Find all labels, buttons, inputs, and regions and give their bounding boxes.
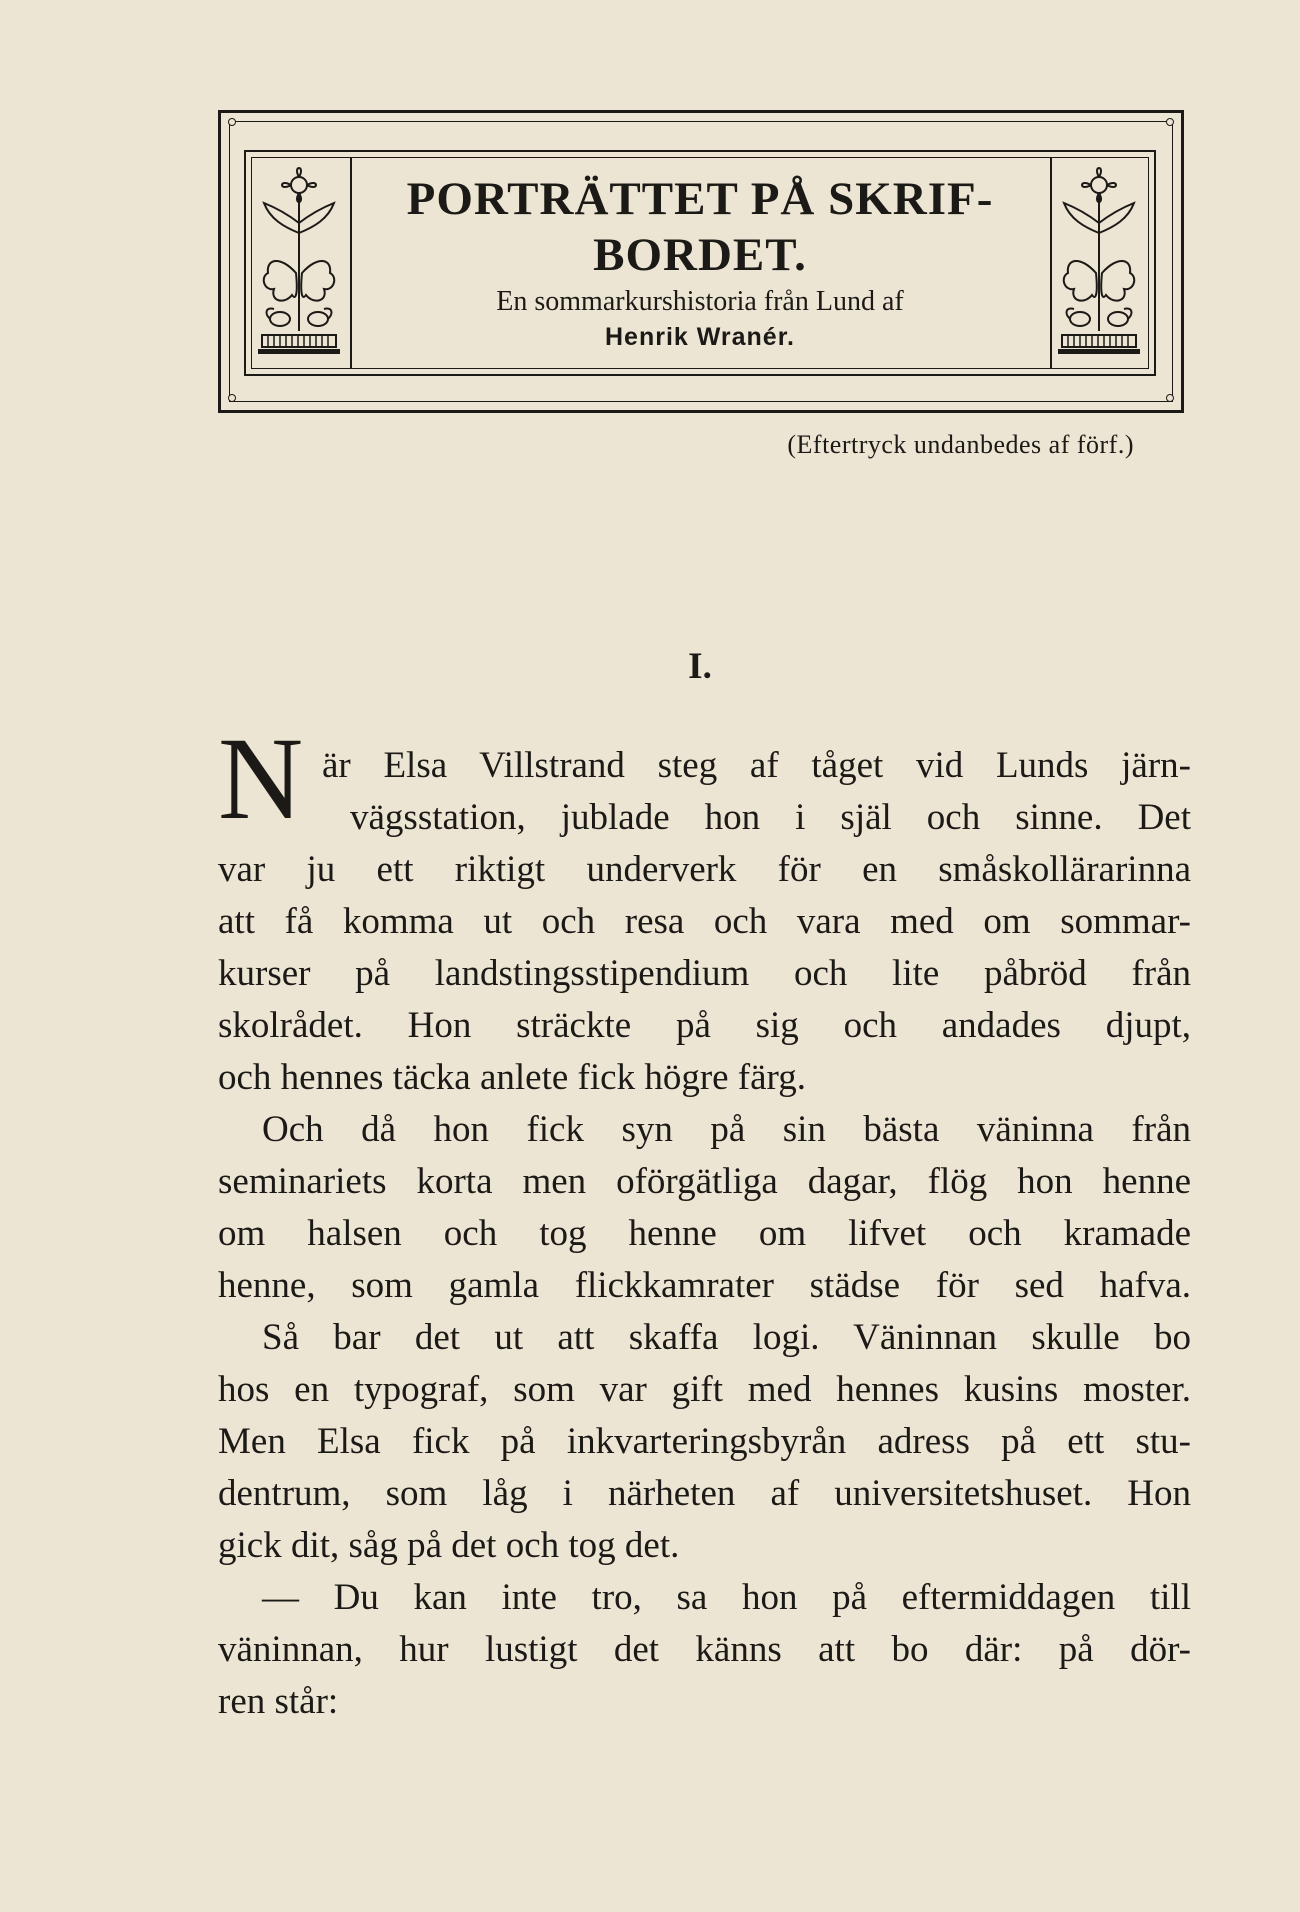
subtitle: En sommarkurshistoria från Lund af	[496, 286, 904, 317]
title-line-1: PORTRÄTTET PÅ SKRIF-	[406, 173, 994, 225]
flower-panel-left	[252, 157, 352, 369]
text-line: gick dit, såg på det och tog det.	[218, 1525, 680, 1566]
text-line: kurser på landstingsstipendium och lite påbröd från	[218, 953, 1191, 994]
author: Henrik Wranér.	[604, 323, 795, 351]
text-line: Och då hon fick syn på sin bästa väninna från	[262, 1109, 1191, 1150]
text-line: skolrådet. Hon sträckte på sig och andades djupt,	[218, 1005, 1191, 1046]
text-line: hos en typograf, som var gift med hennes kusins moster.	[218, 1369, 1191, 1410]
text-line: är Elsa Villstrand steg af tåget vid Lunds järn-	[322, 745, 1191, 786]
paragraph-3	[218, 1312, 1191, 1572]
title-line-2: BORDET.	[593, 229, 807, 281]
reprint-notice: (Eftertryck undanbedes af förf.)	[787, 430, 1134, 459]
text-line: var ju ett riktigt underverk för en småskollärarinna	[218, 849, 1191, 890]
corner-ornament	[1166, 118, 1174, 126]
text-line: vägsstation, jublade hon i själ och sinne. Det	[350, 797, 1191, 838]
flower-ornament-icon	[256, 163, 342, 363]
text-line: — Du kan inte tro, sa hon på eftermiddagen till	[262, 1577, 1191, 1618]
text-line: ren står:	[218, 1681, 339, 1722]
flower-ornament-icon	[1056, 163, 1142, 363]
text-line: och hennes täcka anlete fick högre färg.	[218, 1057, 806, 1098]
text-line: att få komma ut och resa och vara med om sommar-	[218, 901, 1191, 942]
text-line: seminariets korta men oförgätliga dagar, flög hon henne	[218, 1161, 1191, 1202]
corner-ornament	[228, 118, 236, 126]
text-line: Så bar det ut att skaffa logi. Väninnan skulle bo	[262, 1317, 1191, 1358]
text-line: henne, som gamla flickkamrater städse för sed hafva.	[218, 1265, 1191, 1306]
text-line: om halsen och tog henne om lifvet och kramade	[218, 1213, 1191, 1254]
text-line: dentrum, som låg i närheten af universitetshuset. Hon	[218, 1473, 1191, 1514]
drop-cap: N	[218, 713, 304, 844]
corner-ornament	[228, 394, 236, 402]
chapter-number: I.	[688, 646, 712, 687]
paragraph-2	[218, 1104, 1191, 1312]
paragraph-1	[218, 740, 1191, 1104]
text-line: Men Elsa fick på inkvarteringsbyrån adress på ett stu-	[218, 1421, 1191, 1462]
paragraph-4	[218, 1572, 1191, 1728]
text-line: väninnan, hur lustigt det känns att bo där: på dör-	[218, 1629, 1191, 1670]
corner-ornament	[1166, 394, 1174, 402]
flower-panel-right	[1050, 157, 1150, 369]
